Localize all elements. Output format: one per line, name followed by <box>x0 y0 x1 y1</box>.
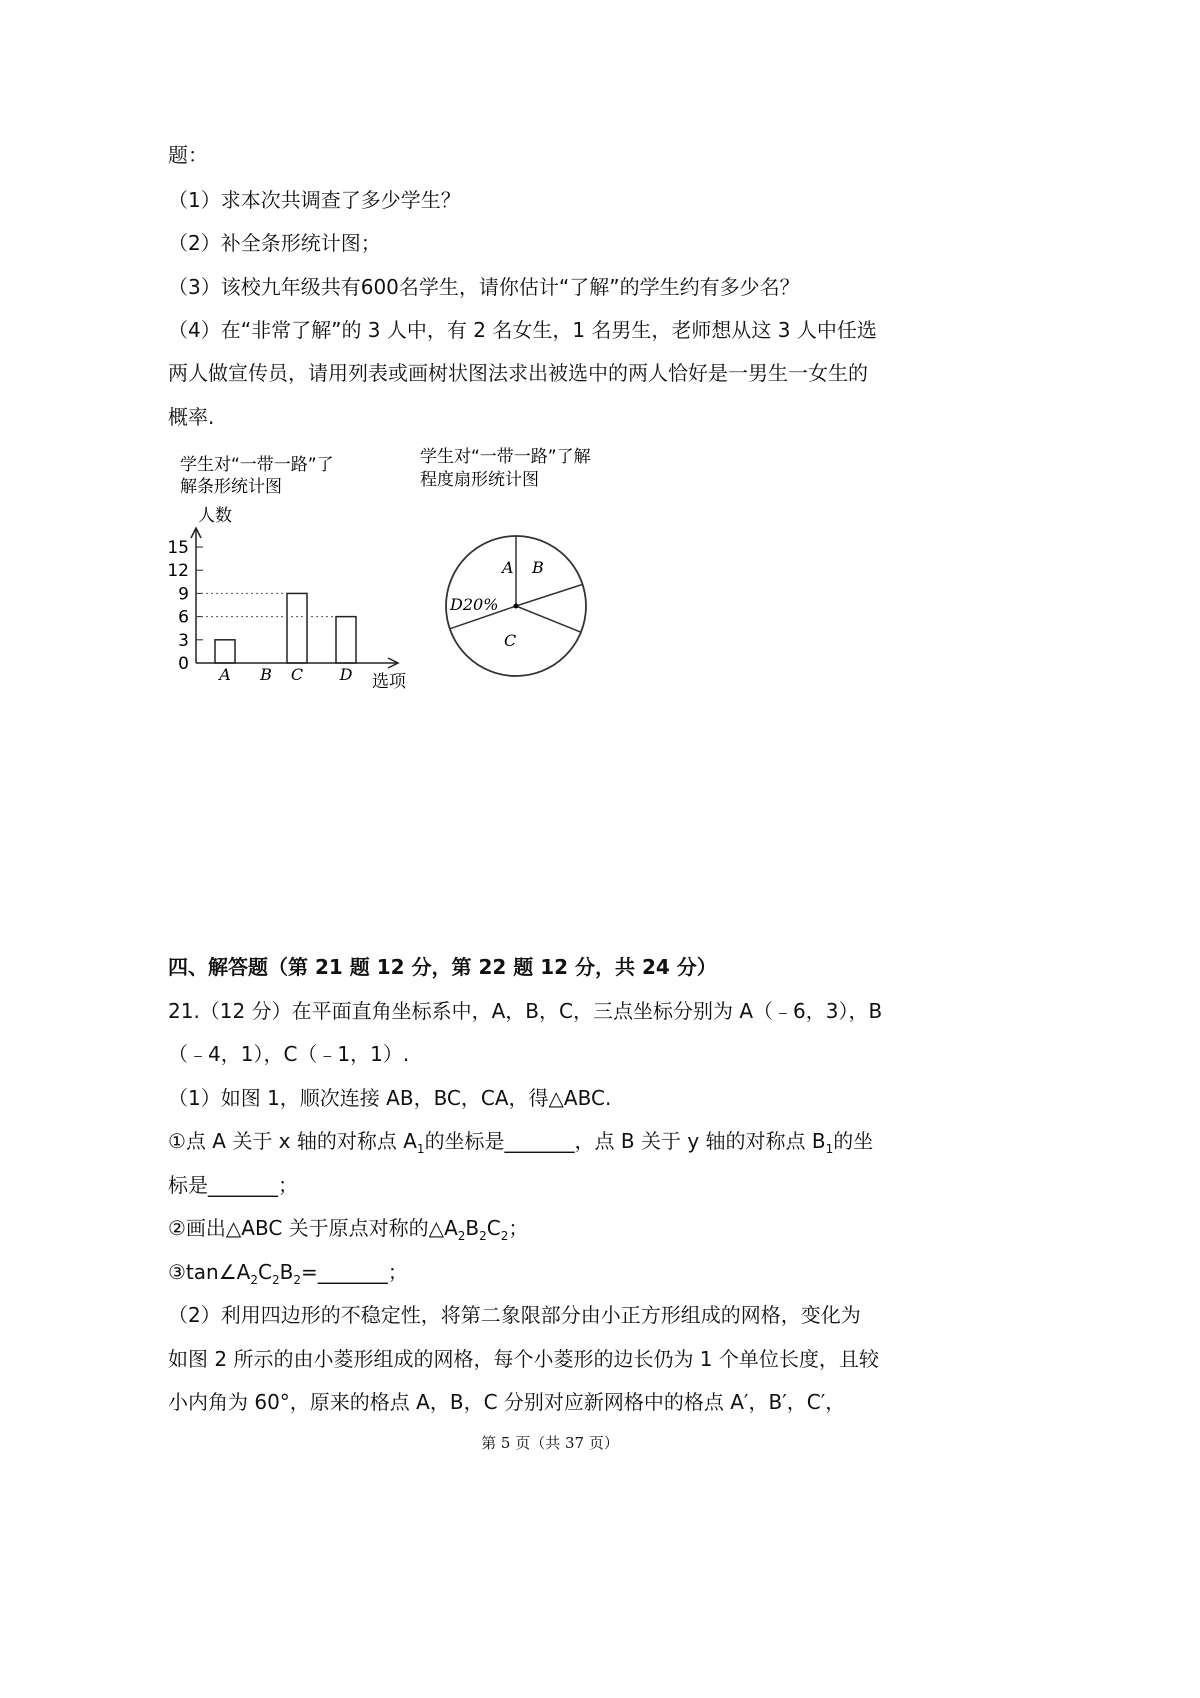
text-line: 标是_______； <box>168 1173 298 1197</box>
y-tick-label: 12 <box>167 561 189 582</box>
bar-chart-title-2: 解条形统计图 <box>180 477 282 497</box>
x-tick-label: C <box>290 665 304 684</box>
text-line: （﹣4，1），C（﹣1，1）. <box>168 1042 410 1066</box>
x-tick-label: B <box>260 665 272 684</box>
question-part-1: （1）求本次共调查了多少学生？ <box>168 188 461 212</box>
subquestion-1: ①点 A 关于 x 轴的对称点 $A_1$的坐标是_______，点 B 关于 y 轴的对称点 $B_1$的坐 <box>168 1129 874 1156</box>
question-21: 21.（12 分）在平面直角坐标系中，A，B，C，三点坐标分别为 A（﹣6，3），B <box>168 999 883 1023</box>
bar-C <box>287 593 307 663</box>
question-part-2: （2）补全条形统计图； <box>168 231 381 255</box>
pie-chart-title-2: 程度扇形统计图 <box>420 470 539 490</box>
bar-D <box>336 617 356 663</box>
bar-chart-title-1: 学生对“一带一路”了 <box>180 455 334 475</box>
y-tick-label: 15 <box>167 538 189 559</box>
question-part-3: （3）该校九年级共有600名学生，请你估计“了解”的学生约有多少名？ <box>168 275 800 299</box>
page-footer: 第 5 页（共 37 页） <box>481 1434 619 1452</box>
bar-A <box>215 640 235 663</box>
question-21-part-2: （2）利用四边形的不稳定性，将第二象限部分由小正方形组成的网格，变化为 <box>168 1303 861 1327</box>
figures <box>160 440 680 700</box>
subquestion-3: $③\tan\angle A_2C_2B_2=\_\_\_\_\_\_\_$； <box>168 1260 408 1287</box>
x-axis-label: 选项 <box>372 672 406 692</box>
x-tick-label: D <box>339 665 353 684</box>
question-21-part-1: （1）如图 1，顺次连接 AB，BC，CA，得△ABC. <box>168 1086 612 1110</box>
x-tick-label: A <box>219 665 231 684</box>
pie-center <box>514 604 519 609</box>
y-tick-label: 6 <box>178 607 189 628</box>
question-part-4: （4）在“非常了解”的 3 人中，有 2 名女生，1 名男生，老师想从这 3 人中任选 <box>168 318 877 342</box>
text-line: 小内角为 60°，原来的格点 A，B，C 分别对应新网格中的格点 A′，B′，C′， <box>168 1390 846 1414</box>
text-line: 如图 2 所示的由小菱形组成的网格，每个小菱形的边长仍为 1 个单位长度，且较 <box>168 1347 879 1371</box>
pie-label-B: B <box>532 558 544 577</box>
y-tick-label: 0 <box>178 654 189 674</box>
text-line: 两人做宣传员，请用列表或画树状图法求出被选中的两人恰好是一男生一女生的 <box>168 361 868 385</box>
y-tick-label: 9 <box>178 584 189 605</box>
pie-divider <box>516 606 581 632</box>
pie-divider <box>516 584 583 606</box>
pie-chart-title-1: 学生对“一带一路”了解 <box>420 447 591 467</box>
text-line: 概率. <box>168 405 215 429</box>
pie-label-C: C <box>504 631 517 650</box>
section-title: 四、解答题（第 21 题 12 分，第 22 题 12 分，共 24 分） <box>168 955 717 979</box>
text-line: 题： <box>168 143 208 167</box>
pie-label-A: A <box>502 558 514 577</box>
subquestion-2: ②画出△ABC 关于原点对称的$\triangle A_2B_2C_2$； <box>168 1216 529 1243</box>
y-axis-label: 人数 <box>198 506 232 526</box>
pie-label-D: D20% <box>450 595 499 614</box>
y-tick-label: 3 <box>178 630 189 651</box>
